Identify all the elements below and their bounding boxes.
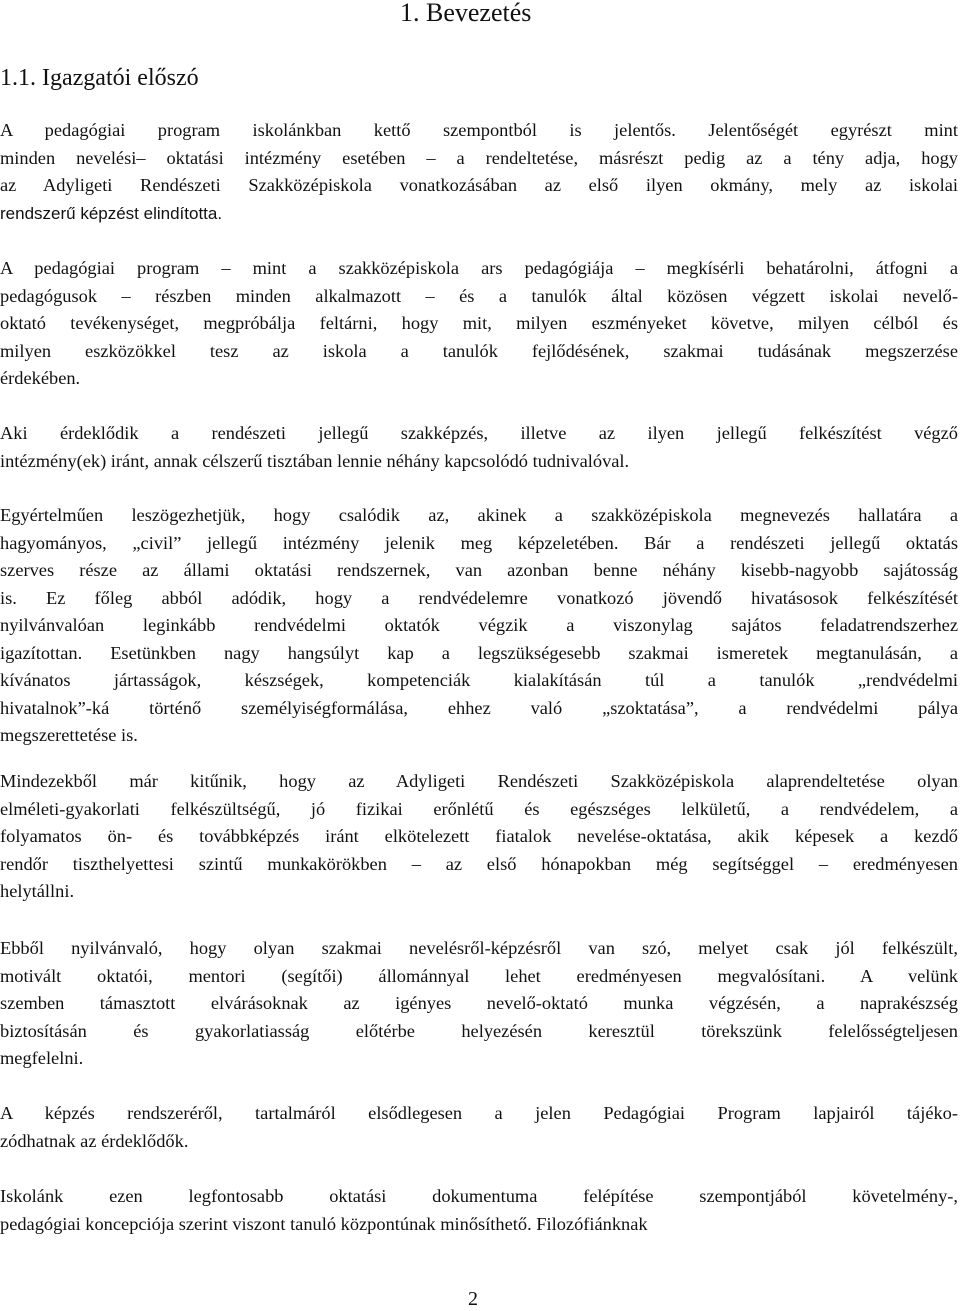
section-heading: 1.1. Igazgatói előszó [0,65,199,91]
text-segment: hivatalnok”-ká történő személyiségformálása, ehhez való „szoktatása”, a rendvédelmi pálya [0,697,958,718]
text-line [0,502,958,530]
text-segment: milyen eszközökkel tesz az iskola a tanulók fejlődésének, szakmai tudásának megszerzése [0,340,958,361]
text-segment: A pedagógiai program iskolánkban kettő szempontból is jelentős. [0,120,676,140]
text-line [0,557,958,585]
text-line [0,530,958,558]
text-line [0,255,958,283]
paragraph [0,1100,958,1155]
text-segment: A képzés rendszeréről, tartalmáról elsődlegesen a jelen Pedagógiai Program lapjairól tájéko- [0,1103,958,1123]
text-line [0,420,958,448]
paragraph [0,768,958,906]
text-line [0,1128,958,1156]
text-segment: megszerettetése is. [0,725,138,745]
text-line [0,200,958,228]
text-line [0,145,958,173]
text-line [0,695,958,723]
text-line [0,117,958,145]
text-segment: minden nevelési– oktatási intézmény esetében – a rendeltetése, másrészt pedig az a tény adja, hogy [0,147,958,168]
text-line [0,823,958,851]
chapter-heading: 1. Bevezetés [400,0,532,27]
text-line [0,990,958,1018]
text-line [0,1211,958,1239]
text-line [0,338,958,366]
text-segment: megfelelni. [0,1048,84,1068]
text-line [0,310,958,338]
text-line [0,935,958,963]
text-line [0,365,958,393]
text-line [0,722,958,750]
text-line [0,667,958,695]
paragraph [0,1183,958,1238]
text-segment: helytállni. [0,881,75,901]
page-number: 2 [468,1288,478,1310]
paragraph [0,420,958,475]
text-segment: intézmény(ek) iránt, annak célszerű tisztában lennie néhány kapcsolódó tudnivalóval. [0,450,630,471]
text-segment: nyilvánvalóan leginkább rendvédelmi oktatók végzik a viszonylag sajátos feladatrendszerhez [0,615,958,635]
paragraph [0,117,958,227]
text-segment: Aki érdeklődik a rendészeti jellegű szakképzés, illetve az ilyen jellegű felkészítést végző [0,423,958,443]
text-line [0,851,958,879]
text-segment: szemben támasztott elvárásoknak az igényes nevelő-oktató munka végzésén, a naprakészség [0,993,958,1013]
text-segment: pedagógiai koncepciója szerint viszont tanuló központúnak minősíthető. Filozófiánknak [0,1213,648,1234]
text-line [0,768,958,796]
text-segment: rendőr tiszthelyettesi szintű munkakörökben – az első hónapokban még segítséggel – eredményesen [0,853,958,874]
text-segment: motivált oktatói, mentori (segítői) állománnyal lehet eredményesen megvalósítani. A velünk [0,965,958,986]
text-segment: elméleti-gyakorlati felkészültségű, jó fizikai erőnlétű és egészséges lelkületű, a rendvédelem, a [0,798,958,819]
text-line [0,1183,958,1211]
text-segment: A pedagógiai program – mint a szakközépiskola ars pedagógiája – megkísérli behatárolni, átfogni a [0,258,958,278]
text-line [0,796,958,824]
text-segment: biztosításán és gyakorlatiasság előtérbe helyezésén keresztül törekszünk felelősségteljesen [0,1020,958,1041]
text-line [0,963,958,991]
text-segment: szerves része az állami oktatási rendszernek, van azonban benne néhány kisebb-nagyobb sajátosság [0,560,958,580]
text-segment: Jelentőségét egyrészt mint [675,120,958,140]
text-segment: rendszerű képzést elindította. [0,203,223,223]
text-segment: hagyományos, „civil” jellegű intézmény jelenik meg képzeletében. Bár a rendészeti jellegű oktatás [0,532,958,553]
text-line [0,1018,958,1046]
text-line [0,1100,958,1128]
paragraph [0,502,958,750]
text-segment: Mindezekből már kitűnik, hogy az Adyligeti Rendészeti Szakközépiskola alaprendeltetése olyan [0,771,958,791]
text-segment: Egyértelműen leszögezhetjük, hogy csalódik az, akinek a szakközépiskola megnevezés hallatára a [0,505,958,525]
text-segment: érdekében. [0,368,81,388]
text-line [0,585,958,613]
text-segment: Iskolánk ezen legfontosabb oktatási dokumentuma felépítése szempontjából követelmény-, [0,1186,958,1206]
text-segment: az Adyligeti Rendészeti Szakközépiskola vonatkozásában az első ilyen okmány, mely az iskolai [0,175,958,195]
text-line [0,283,958,311]
text-line [0,640,958,668]
text-segment: zódhatnak az érdeklődők. [0,1130,189,1151]
text-segment: pedagógusok – részben minden alkalmazott – és a tanulók által közösen végzett iskolai nevelő- [0,285,958,306]
text-segment: folyamatos ön- és továbbképzés iránt elkötelezett fiatalok nevelése-oktatása, akik képesek a kezdő [0,826,958,846]
text-segment: Ebből nyilvánvaló, hogy olyan szakmai nevelésről-képzésről van szó, melyet csak jól felkészült, [0,938,958,958]
text-segment: oktató tevékenységet, megpróbálja feltárni, hogy mit, milyen eszményeket követve, milyen célból és [0,313,958,333]
text-segment: is. Ez főleg abból adódik, hogy a rendvédelemre vonatkozó jövendő hivatásosok felkészítését [0,587,958,608]
text-line [0,878,958,906]
text-line [0,1045,958,1073]
paragraph [0,255,958,393]
text-line [0,172,958,200]
text-line [0,612,958,640]
text-segment: igazítottan. Esetünkben nagy hangsúlyt kap a legszükségesebb szakmai ismeretek megtanulásán, a [0,642,958,663]
text-line [0,448,958,476]
paragraph [0,935,958,1073]
text-segment: kívánatos jártasságok, készségek, kompetenciák kialakításán túl a tanulók „rendvédelmi [0,670,958,690]
